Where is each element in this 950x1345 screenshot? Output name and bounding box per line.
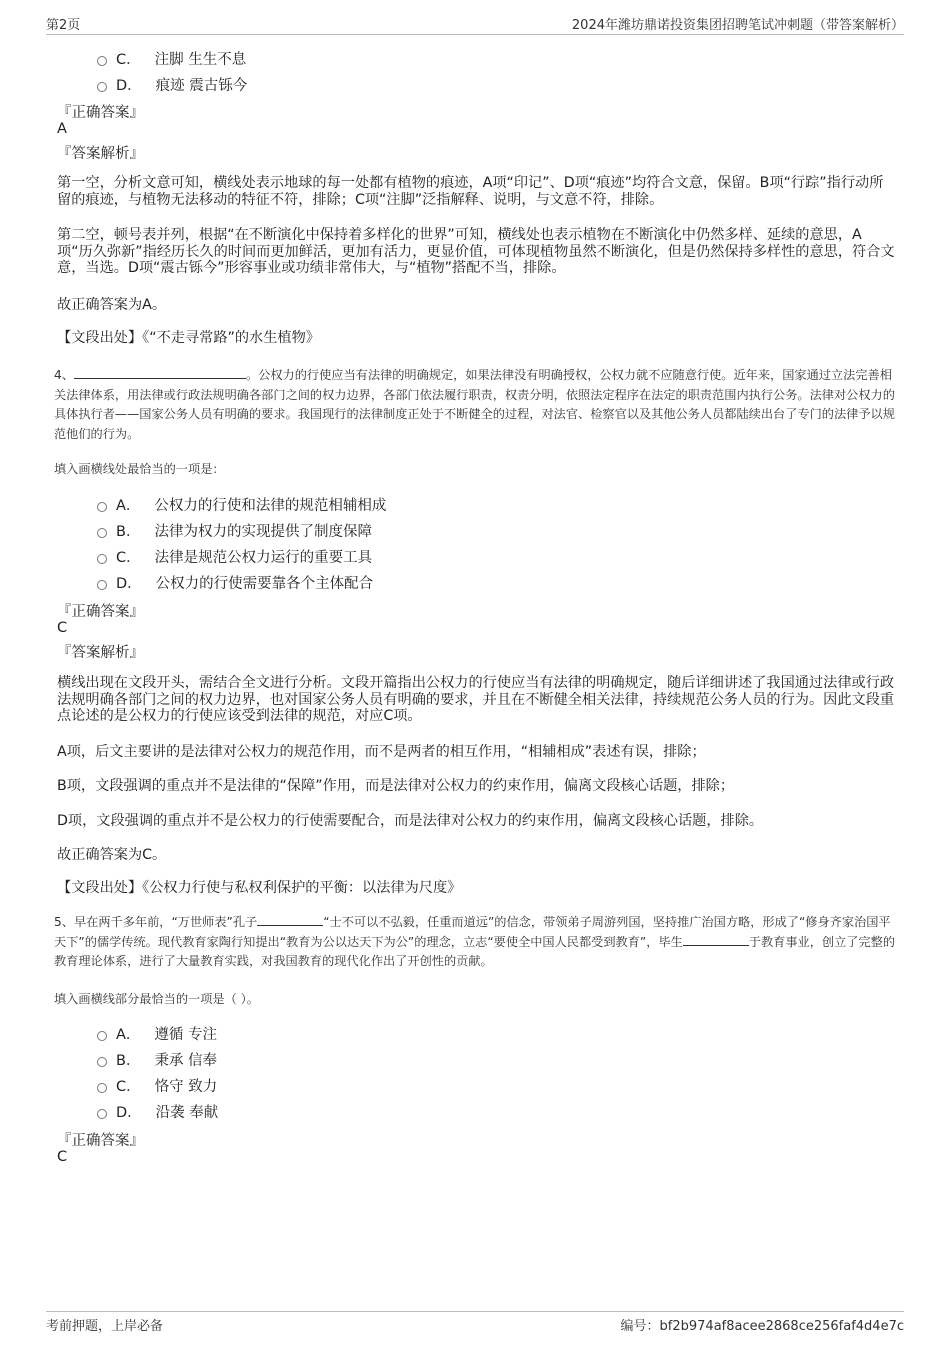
q4-answer-label: 『正确答案』 — [57, 604, 144, 620]
radio-icon[interactable] — [97, 580, 107, 590]
q3-source: 【文段出处】《“不走寻常路”的水生植物》 — [57, 330, 320, 346]
page-footer — [46, 1311, 904, 1335]
q4-text: 。公权力的行使应当有法律的明确规定，如果法律没有明确授权，公权力就不应随意行使。近年来，国家通过立法完善相关法律体系，用法律或行政法规明确各部门之间的权力边界，各部门依法履行职责，权责分明，依照法定程序在法定的职责范围内执行公务。法律对公权力的具体执行者——国家公务人员有明确的要求。我国现行的法律制度正处于不断健全的过程，对法官、检察官以及其他公务人员都陆续出台了专门的法律予以规范他们的行为。 — [54, 368, 895, 441]
radio-icon[interactable] — [97, 1083, 107, 1093]
q5-blank-2 — [683, 933, 749, 946]
q3-analysis-p1: 第一空，分析文意可知，横线处表示地球的每一处都有植物的痕迹，A项“印记”、D项“痕迹”均符合文意，保留。B项“行踪”指行动所留的痕迹，与植物无法移动的特征不符，排除；C项“注脚”泛指解释、说明，与文意不符，排除。 — [57, 175, 884, 208]
q5-option-a[interactable]: A． 遵循 专注 — [97, 1023, 217, 1044]
radio-icon[interactable] — [97, 1109, 107, 1119]
q5-blank-1 — [257, 913, 323, 926]
q5-prompt: 填入画横线部分最恰当的一项是（ ）。 — [54, 992, 259, 1006]
q4-number: 4、 — [54, 368, 74, 382]
q4-option-d[interactable]: D． 公权力的行使需要靠各个主体配合 — [97, 572, 373, 593]
q3-option-c[interactable]: C． 注脚 生生不息 — [97, 48, 246, 69]
q4-analysis-label: 『答案解析』 — [57, 645, 144, 661]
q3-analysis-label: 『答案解析』 — [57, 146, 144, 162]
q5-option-c[interactable]: C． 恪守 致力 — [97, 1075, 217, 1096]
radio-icon[interactable] — [97, 82, 107, 92]
q5-answer-label: 『正确答案』 — [57, 1133, 144, 1149]
q5-option-b[interactable]: B． 秉承 信奉 — [97, 1049, 217, 1070]
q4-analysis-p2: A项，后文主要讲的是法律对公权力的规范作用，而不是两者的相互作用，“相辅相成”表述有误，排除； — [57, 744, 706, 760]
page-number: 第2页 — [46, 18, 81, 33]
radio-icon[interactable] — [97, 1031, 107, 1041]
radio-icon[interactable] — [97, 56, 107, 66]
q5-option-d[interactable]: D． 沿袭 奉献 — [97, 1101, 218, 1122]
q4-source: 【文段出处】《公权力行使与私权利保护的平衡：以法律为尺度》 — [57, 880, 462, 896]
q4-option-c[interactable]: C． 法律是规范公权力运行的重要工具 — [97, 546, 372, 567]
q3-answer: A — [57, 121, 67, 137]
document-code: 编号：bf2b974af8acee2868ce256faf4d4e7c — [620, 1319, 904, 1334]
q4-answer: C — [57, 620, 68, 636]
document-title: 2024年潍坊鼎诺投资集团招聘笔试冲刺题（带答案解析） — [571, 18, 904, 33]
q4-analysis-p3: B项，文段强调的重点并不是法律的“保障”作用，而是法律对公权力的约束作用，偏离文段核心话题，排除； — [57, 778, 735, 794]
q5-number: 5、 — [54, 915, 74, 929]
radio-icon[interactable] — [97, 528, 107, 538]
q4-blank — [74, 366, 246, 379]
q4-question — [54, 366, 900, 444]
q3-answer-label: 『正确答案』 — [57, 105, 144, 121]
q4-prompt: 填入画横线处最恰当的一项是： — [54, 462, 225, 476]
radio-icon[interactable] — [97, 1057, 107, 1067]
q4-option-a[interactable]: A． 公权力的行使和法律的规范相辅相成 — [97, 494, 386, 515]
q3-analysis-p2: 第二空，顿号表并列，根据“在不断演化中保持着多样化的世界”可知，横线处也表示植物在不断演化中仍然多样、延续的意思，A项“历久弥新”指经历长久的时间而更加鲜活，更加有活力，更显价值，可体现植物虽然不断演化，但是仍然保持多样性的意思，符合文意，当选。D项“震古铄今”形容事业或功绩非常伟大，与“植物”搭配不当，排除。 — [57, 227, 895, 276]
q3-analysis-p3: 故正确答案为A。 — [57, 297, 167, 313]
q5-answer: C — [57, 1149, 68, 1165]
radio-icon[interactable] — [97, 502, 107, 512]
footer-slogan: 考前押题，上岸必备 — [46, 1319, 164, 1334]
q4-analysis-p4: D项，文段强调的重点并不是公权力的行使需要配合，而是法律对公权力的约束作用，偏离文段核心话题，排除。 — [57, 813, 764, 829]
q4-analysis-p5: 故正确答案为C。 — [57, 847, 167, 863]
page-header — [46, 14, 904, 35]
radio-icon[interactable] — [97, 554, 107, 564]
q4-analysis-p1: 横线出现在文段开头，需结合全文进行分析。文段开篇指出公权力的行使应当有法律的明确规定，随后详细讲述了我国通过法律或行政法规明确各部门之间的权力边界，也对国家公务人员有明确的要求，并且在不断健全相关法律，持续规范公务人员的行为。因此文段重点论述的是公权力的行使应该受到法律的规范，对应C项。 — [57, 675, 895, 724]
q3-option-d[interactable]: D． 痕迹 震古铄今 — [97, 74, 247, 95]
q5-question: 5、早在两千多年前，“万世师表”孔子 “士不可以不弘毅，任重而道远”的信念，带领弟子周游列国，坚持推广治国方略，形成了“修身齐家治国平天下”的儒学传统。现代教育家陶行知提出“教育为公以达天下为公”的理念，立志“要使全中国人民都受到教育”，毕生 于教育事业，创立了完整的教育理论体系，进行了大量教育实践，对我国教育的现代化作出了开创性的贡献。 — [54, 915, 896, 968]
q4-option-b[interactable]: B． 法律为权力的实现提供了制度保障 — [97, 520, 372, 541]
